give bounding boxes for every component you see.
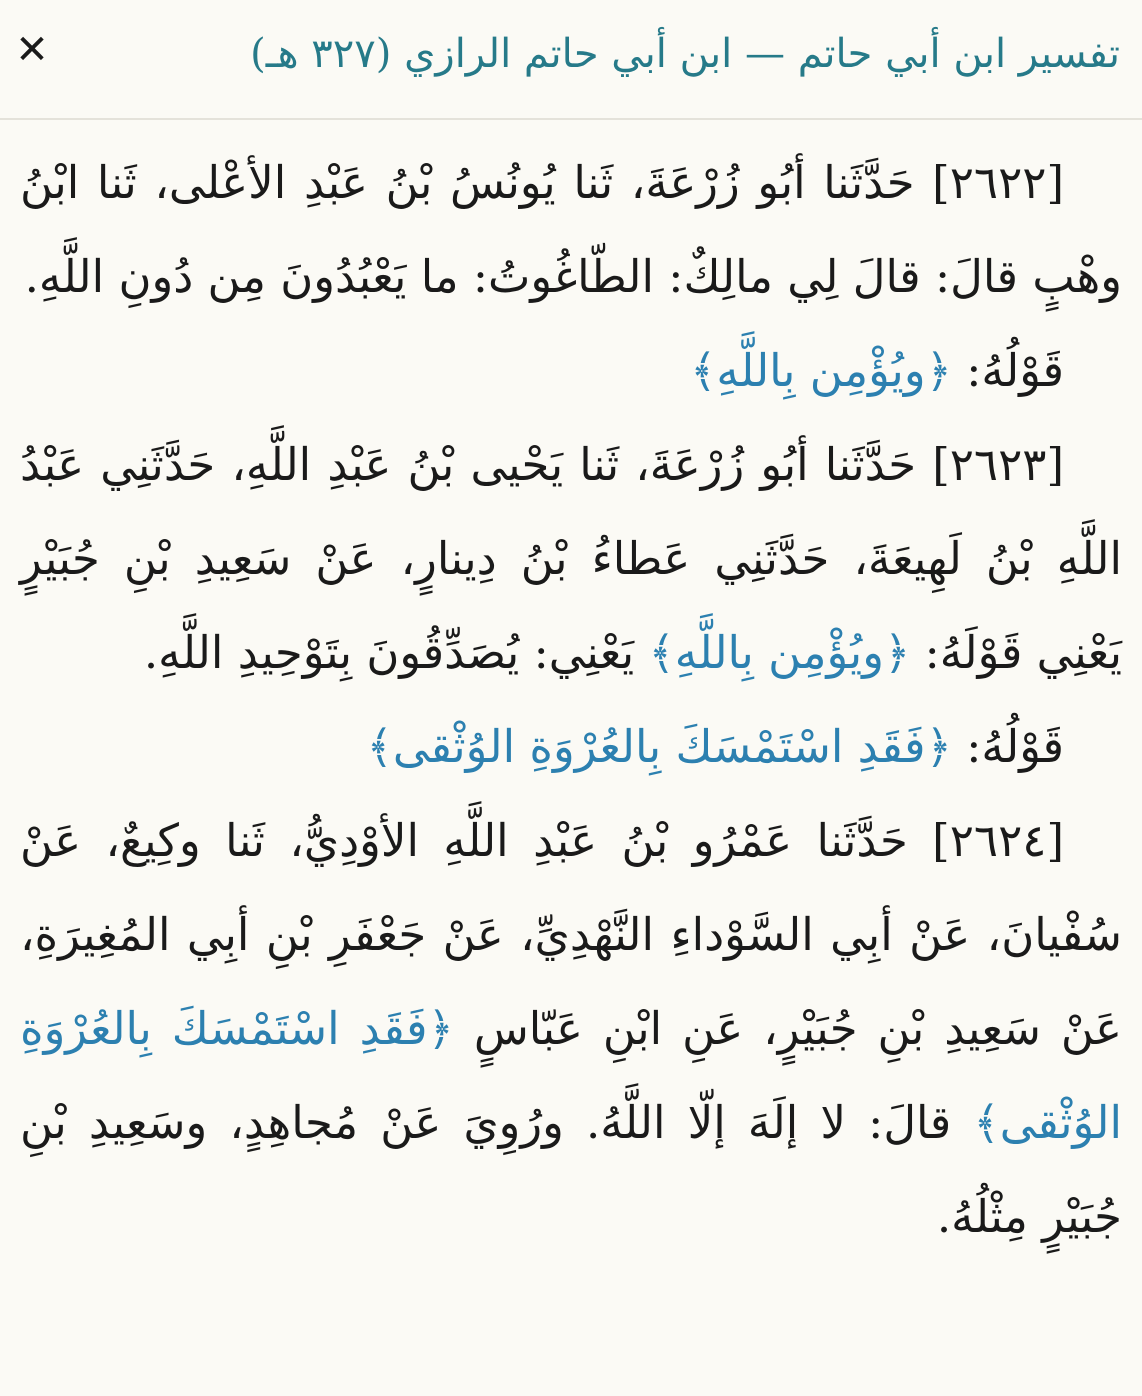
narration-text: [٢٦٢٤] حَدَّثَنا عَمْرُو بْنُ عَبْدِ اللَّهِ الأوْدِيُّ، ثَنا وكِيعٌ، عَنْ سُفْيانَ، عَنْ أبِي السَّوْداءِ النَّهْدِيِّ، عَنْ جَعْفَرِ بْنِ أبِي المُغِيرَةِ، عَنْ سَعِيدِ بْنِ جُبَيْرٍ، عَنِ ابْنِ عَبّاسٍ <box>20 814 1122 1055</box>
narration-text: [٢٦٢٢] حَدَّثَنا أبُو زُرْعَةَ، ثَنا يُونُسُ بْنُ عَبْدِ الأعْلى، ثَنا ابْنُ وهْبٍ قالَ: قالَ لِي مالِكٌ: الطّاغُوتُ: ما يَعْبُدُونَ مِن دُونِ اللَّهِ. <box>20 156 1122 303</box>
close-button[interactable] <box>10 24 54 76</box>
narration-2624 <box>20 794 1122 1264</box>
narration-2623 <box>20 418 1122 700</box>
verse-heading <box>20 324 1122 418</box>
header-bar <box>0 0 1142 120</box>
narration-text: يَعْنِي: يُصَدِّقُونَ بِتَوْحِيدِ اللَّهِ. <box>143 626 649 679</box>
close-icon: ✕ <box>15 27 49 73</box>
heading-label: قَوْلُهُ: <box>951 344 1064 397</box>
narration-2622 <box>20 136 1122 324</box>
quran-quote: ﴿فَقَدِ اسْتَمْسَكَ بِالعُرْوَةِ الوُثْقى﴾ <box>366 720 952 773</box>
quran-quote: ﴿ويُؤْمِن بِاللَّهِ﴾ <box>648 626 911 679</box>
book-title: تفسير ابن أبي حاتم — ابن أبي حاتم الرازي (٣٢٧ هـ) <box>250 31 1120 77</box>
quran-quote: ﴿ويُؤْمِن بِاللَّهِ﴾ <box>690 344 952 397</box>
tafsir-text <box>0 120 1142 1264</box>
narration-text: [٢٦٢٣] حَدَّثَنا أبُو زُرْعَةَ، ثَنا يَحْيى بْنُ عَبْدِ اللَّهِ، حَدَّثَنِي عَبْدُ اللَّهِ بْنُ لَهِيعَةَ، حَدَّثَنِي عَطاءُ بْنُ دِينارٍ، عَنْ سَعِيدِ بْنِ جُبَيْرٍ يَعْنِي قَوْلَهُ: <box>20 438 1122 679</box>
verse-heading <box>20 700 1122 794</box>
narration-text: قالَ: لا إلَهَ إلّا اللَّهُ. ورُوِيَ عَنْ مُجاهِدٍ، وسَعِيدِ بْنِ جُبَيْرٍ مِثْلُهُ. <box>20 1096 1122 1243</box>
heading-label: قَوْلُهُ: <box>951 720 1064 773</box>
quran-quote: ﴿فَقَدِ اسْتَمْسَكَ بِالعُرْوَةِ الوُثْقى﴾ <box>20 1002 1122 1149</box>
